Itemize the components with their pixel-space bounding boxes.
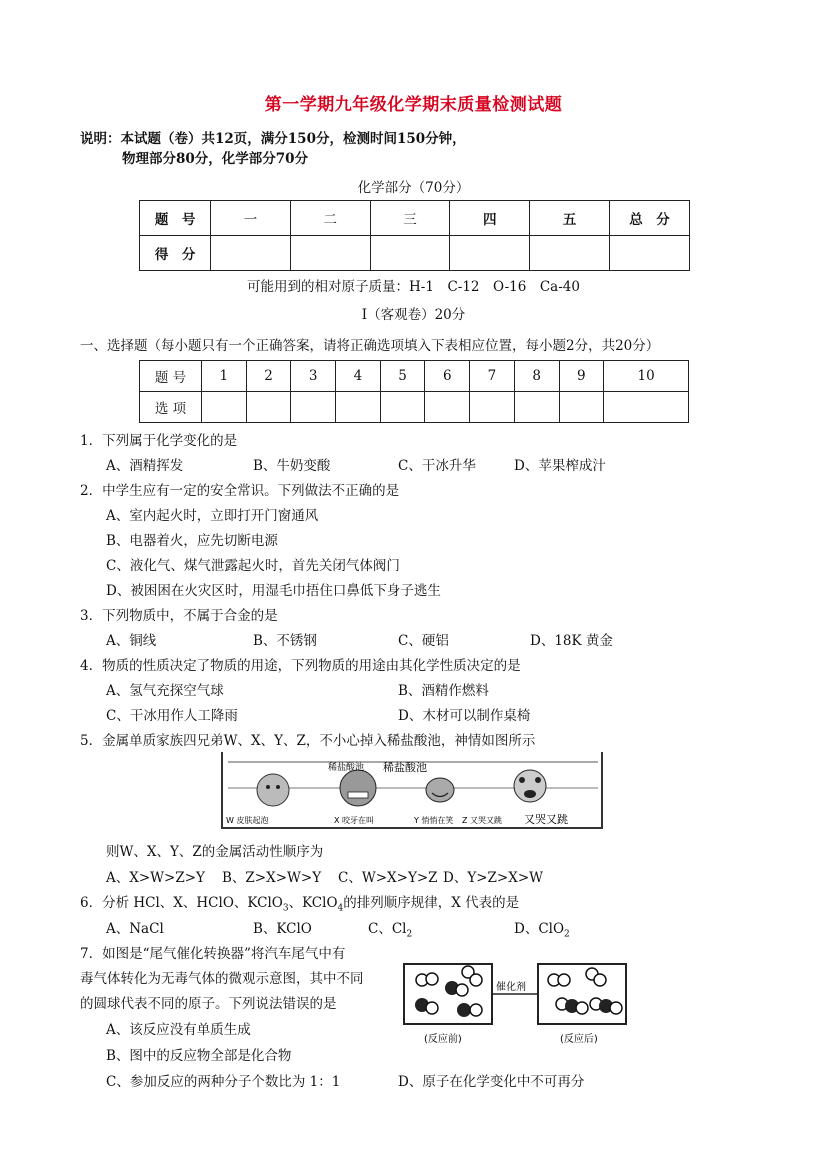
score-entry-cell[interactable] — [290, 236, 370, 271]
q1-option-a: A、酒精挥发 — [106, 458, 184, 474]
q4-stem: 4．物质的性质决定了物质的用途，下列物质的用途由其化学性质决定的是 — [80, 658, 521, 674]
answer-row-label: 题 号 — [140, 361, 202, 392]
answer-number-cell: 1 — [202, 361, 247, 392]
q7-stem-line1: 7．如图是“尾气催化转换器”将汽车尾气中有 — [80, 946, 346, 962]
q7-stem-line3: 的圆球代表不同的原子。下列说法错误的是 — [80, 996, 337, 1012]
q5-option-c: C、W>X>Y>Z — [338, 870, 438, 886]
answer-number-cell: 4 — [336, 361, 381, 392]
after-label: (反应后) — [560, 1034, 598, 1045]
answer-number-cell: 5 — [380, 361, 425, 392]
score-table — [139, 200, 690, 271]
metal-x-label: X 咬牙在叫 — [334, 816, 375, 825]
catalyst-label: 催化剂 — [496, 982, 526, 993]
q2-option-d: D、被困困在火灾区时，用湿毛巾捂住口鼻低下身子逃生 — [106, 583, 441, 599]
q1-option-d: D、苹果榨成汁 — [514, 458, 606, 474]
score-header-cell: 二 — [290, 201, 370, 236]
answer-entry-cell[interactable] — [291, 392, 336, 423]
q5-option-d: D、Y>Z>X>W — [443, 870, 544, 886]
score-entry-cell[interactable] — [450, 236, 530, 271]
q4-option-d: D、木材可以制作桌椅 — [398, 708, 531, 724]
atomic-mass-note: 可能用到的相对原子质量：H-1 C-12 O-16 Ca-40 — [247, 279, 580, 295]
metal-z-label: Z 又哭又跳 — [462, 816, 503, 825]
q1-option-c: C、干冰升华 — [398, 458, 476, 474]
q6-option-d: D、ClO$_2$ — [514, 921, 570, 940]
score-entry-cell[interactable] — [211, 236, 291, 271]
answer-table-row — [140, 361, 689, 392]
exam-note-line1: 说明：本试题（卷）共12页，满分150分，检测时间150分钟， — [80, 131, 466, 147]
answer-row-label: 选 项 — [140, 392, 202, 423]
products-box — [538, 964, 626, 1024]
molecule-icon — [416, 973, 438, 986]
score-row-label: 得 分 — [140, 236, 211, 271]
answer-number-cell: 10 — [604, 361, 689, 392]
answer-entry-cell[interactable] — [604, 392, 689, 423]
q6-stem: 6．分析 HCl、X、HClO、KClO$_3$、KClO$_4$的排列顺序规律，X 代表的是 — [80, 895, 520, 914]
answer-entry-cell[interactable] — [246, 392, 291, 423]
q5-order-text: 则W、X、Y、Z的金属活动性顺序为 — [106, 844, 324, 860]
q4-option-b: B、酒精作燃料 — [398, 683, 489, 699]
metal-w-icon — [257, 774, 289, 806]
answer-number-cell: 2 — [246, 361, 291, 392]
metal-z-label-large: 又哭又跳 — [524, 813, 568, 826]
answer-entry-cell[interactable] — [425, 392, 470, 423]
answer-table-row — [140, 392, 689, 423]
part1-title: Ⅰ（客观卷）20分 — [361, 307, 466, 323]
score-entry-cell[interactable] — [609, 236, 689, 271]
before-label: (反应前) — [424, 1034, 462, 1045]
q3-option-a: A、铜线 — [106, 633, 157, 649]
answer-entry-cell[interactable] — [470, 392, 515, 423]
exam-note-line2: 物理部分80分，化学部分70分 — [122, 151, 309, 167]
page-title: 第一学期九年级化学期末质量检测试题 — [264, 95, 563, 115]
score-header-cell: 一 — [211, 201, 291, 236]
answer-number-cell: 7 — [470, 361, 515, 392]
score-header-cell: 四 — [450, 201, 530, 236]
answer-table — [139, 360, 689, 423]
metal-activity-figure — [218, 750, 606, 830]
answer-number-cell: 9 — [559, 361, 604, 392]
metal-w-label: W 皮肤起泡 — [226, 816, 269, 825]
q2-option-b: B、电器着火，应先切断电源 — [106, 533, 278, 549]
answer-number-cell: 8 — [514, 361, 559, 392]
q3-option-b: B、不锈钢 — [253, 633, 317, 649]
score-entry-cell[interactable] — [530, 236, 610, 271]
score-table-row — [140, 201, 690, 236]
score-header-cell: 题 号 — [140, 201, 211, 236]
answer-entry-cell[interactable] — [514, 392, 559, 423]
score-header-cell: 五 — [530, 201, 610, 236]
section-title: 化学部分（70分） — [357, 180, 470, 196]
pool-label: 稀盐酸池 — [328, 763, 365, 773]
section1-header: 一、选择题（每小题只有一个正确答案，请将正确选项填入下表相应位置，每小题2分，共20分） — [80, 338, 660, 354]
q2-option-c: C、液化气、煤气泄露起火时，首先关闭气体阀门 — [106, 558, 400, 574]
q7-option-c: C、参加反应的两种分子个数比为 1：1 — [106, 1074, 341, 1090]
q3-option-c: C、硬铝 — [398, 633, 449, 649]
metal-y-icon — [426, 778, 454, 802]
score-header-cell: 三 — [370, 201, 450, 236]
q3-stem: 3．下列物质中，不属于合金的是 — [80, 608, 278, 624]
metal-x-icon — [340, 770, 376, 806]
q5-stem: 5．金属单质家族四兄弟W、X、Y、Z，不小心掉入稀盐酸池，神情如图所示 — [80, 733, 536, 749]
answer-number-cell: 3 — [291, 361, 336, 392]
answer-entry-cell[interactable] — [336, 392, 381, 423]
answer-entry-cell[interactable] — [380, 392, 425, 423]
q6-option-c: C、$Cl_2$ — [368, 921, 413, 940]
pool-label: 稀盐酸池 — [383, 761, 427, 774]
q1-stem: 1．下列属于化学变化的是 — [80, 433, 238, 449]
q7-option-b: B、图中的反应物全部是化合物 — [106, 1048, 292, 1064]
score-header-cell: 总 分 — [609, 201, 689, 236]
q5-option-b: B、Z>X>W>Y — [222, 870, 322, 886]
q5-option-a: A、X>W>Z>Y — [106, 870, 205, 886]
catalytic-converter-figure — [402, 960, 642, 1050]
answer-entry-cell[interactable] — [559, 392, 604, 423]
q3-option-d: D、18K 黄金 — [530, 633, 613, 649]
metal-y-label: Y 悄悄在笑 — [414, 816, 454, 825]
q1-option-b: B、牛奶变酸 — [253, 458, 331, 474]
q2-stem: 2．中学生应有一定的安全常识。下列做法不正确的是 — [80, 483, 400, 499]
q7-stem-line2: 毒气体转化为无毒气体的微观示意图，其中不同 — [80, 971, 364, 987]
q2-option-a: A、室内起火时，立即打开门窗通风 — [106, 508, 319, 524]
score-entry-cell[interactable] — [370, 236, 450, 271]
molecule-icon — [548, 974, 570, 986]
q7-option-d: D、原子在化学变化中不可再分 — [398, 1074, 585, 1090]
answer-number-cell: 6 — [425, 361, 470, 392]
q6-option-b: B、KClO — [253, 921, 312, 937]
q7-option-a: A、该反应没有单质生成 — [106, 1022, 251, 1038]
q4-option-c: C、干冰用作人工降雨 — [106, 708, 238, 724]
q4-option-a: A、氢气充探空气球 — [106, 683, 224, 699]
q6-option-a: A、NaCl — [106, 921, 164, 937]
answer-entry-cell[interactable] — [202, 392, 247, 423]
score-table-row — [140, 236, 690, 271]
